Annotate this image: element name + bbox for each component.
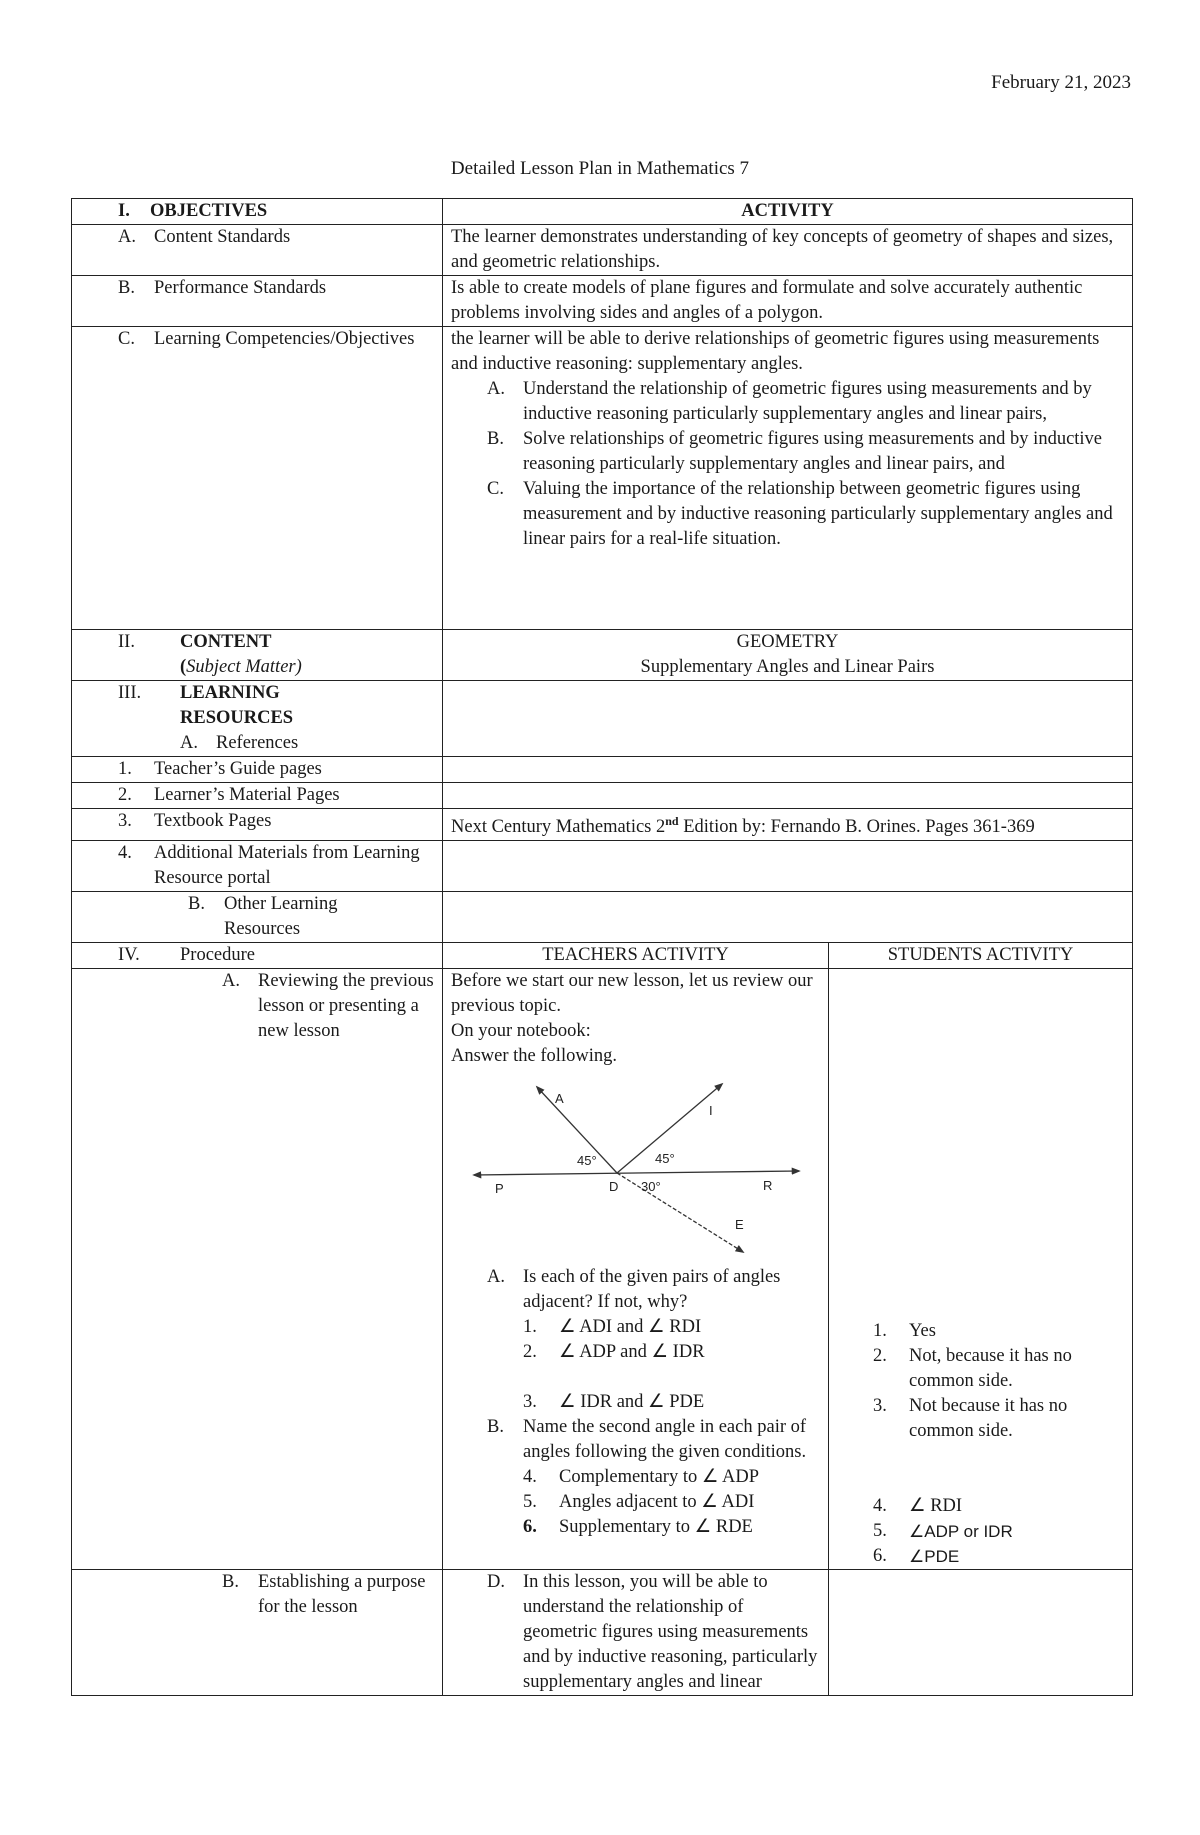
performance-standards-marker: B. <box>118 278 135 298</box>
list-item: 6. Supplementary to ∠ RDE <box>523 1517 753 1538</box>
textbook-label: Textbook Pages <box>154 811 272 831</box>
list-item: 1. Yes <box>873 1321 936 1342</box>
label-p: P <box>495 1181 504 1197</box>
angle-label-idr: 45° <box>655 1151 675 1167</box>
content-standards-marker: A. <box>118 227 136 247</box>
content-standards-row <box>72 225 1133 276</box>
content-row: II. CONTENT (Subject Matter) GEOMETRY Supplementary Angles and Linear Pairs <box>72 630 1133 681</box>
review-intro-2: On your notebook: <box>451 1021 591 1042</box>
list-item: C. Valuing the importance of the relationship between geometric figures using measurement and by inductive reasoning particularly supplementary angles and linear pairs for a real-life situation. <box>487 479 1113 549</box>
purpose-text: In this lesson, you will be able to understand the relationship of geometric figures using measurements and by inductive reasoning, particularly supplementary angles and linear <box>523 1572 818 1693</box>
performance-standards-label: Performance Standards <box>154 278 327 298</box>
teachers-guide-label: Teacher’s Guide pages <box>154 759 322 779</box>
additional-materials-label: Additional Materials from Learning Resource portal <box>154 843 420 889</box>
list-item: 2. Not, because it has no common side. <box>873 1346 1072 1392</box>
answers-part-a <box>873 1319 1124 1444</box>
additional-materials-row: 4. Additional Materials from Learning Resource portal <box>72 841 1133 892</box>
competencies-marker: C. <box>118 329 135 349</box>
review-row: A. Reviewing the previous lesson or presenting a new lesson Before we start our new lesson, let us review our previous topic. On your notebook: Answer the following. A I P D R E 45° 45° 30° A. Is each of the given pairs of angles adjacent? If not, why? 1. ∠ ADI and ∠ RDI 2. ∠ ADP and ∠ IDR 3. ∠ IDR and ∠ PDE B. Name the second angle in each pair of angles following the given conditions. 4. Complementary to ∠ ADP 5. Angles adjacent to ∠ ADI 6. Supplementary to ∠ RDE 1. Yes 2. Not, because it has no common side. 3. Not because it has no common side. 4. ∠ RDI 5. ∠ADP or IDR 6. ∠PDE <box>72 969 1133 1570</box>
students-activity-heading: STUDENTS ACTIVITY <box>829 943 1133 969</box>
other-resources-label: Other Learning Resources <box>224 894 338 940</box>
procedure-num: IV. <box>118 945 140 966</box>
competencies-intro: the learner will be able to derive relationships of geometric figures using measurements and inductive reasoning: supplementary angles. <box>451 329 1100 374</box>
objectives-header-row <box>72 199 1133 225</box>
list-item: 4. Complementary to ∠ ADP <box>523 1467 760 1488</box>
document-title: Detailed Lesson Plan in Mathematics 7 <box>450 158 750 179</box>
content-subject: Subject Matter) <box>186 657 302 677</box>
resources-row <box>72 681 1133 757</box>
teachers-activity-heading: TEACHERS ACTIVITY <box>443 943 829 969</box>
competencies-label: Learning Competencies/Objectives <box>154 329 415 349</box>
content-heading: CONTENT <box>180 632 272 652</box>
references-label: References <box>216 733 299 753</box>
resources-heading: LEARNING RESOURCES <box>180 683 294 728</box>
label-d: D <box>609 1179 619 1195</box>
ray-de <box>617 1173 743 1252</box>
performance-standards-row <box>72 276 1133 327</box>
teachers-guide-row: 1. Teacher’s Guide pages <box>72 757 1133 783</box>
document-date: February 21, 2023 <box>991 72 1131 93</box>
list-item: 5. Angles adjacent to ∠ ADI <box>523 1492 755 1513</box>
competencies-list <box>451 377 1124 552</box>
objectives-heading: OBJECTIVES <box>150 201 268 221</box>
label-e: E <box>735 1217 744 1233</box>
list-item: A. Understand the relationship of geometric figures using measurements and by inductive reasoning particularly supplementary angles and linear pairs, <box>487 379 1092 424</box>
purpose-row: B. Establishing a purpose for the lesson D. In this lesson, you will be able to understand the relationship of geometric figures using measurements and by inductive reasoning, particularly supplementary angles and linear <box>72 1570 1133 1696</box>
procedure-heading: Procedure <box>180 945 255 966</box>
content-num: II. <box>118 632 135 652</box>
list-item: B. Solve relationships of geometric figures using measurements and by inductive reasoning particularly supplementary angles and linear pairs, and <box>487 429 1103 474</box>
learners-material-row: 2. Learner’s Material Pages <box>72 783 1133 809</box>
angle-label-rde: 30° <box>641 1179 661 1195</box>
lesson-plan-table <box>71 198 1133 1696</box>
resources-num: III. <box>118 683 142 703</box>
content-topic: GEOMETRY <box>736 632 839 652</box>
question-block-a: A. Is each of the given pairs of angles adjacent? If not, why? 1. ∠ ADI and ∠ RDI 2. ∠ ADP and ∠ IDR 3. ∠ IDR and ∠ PDE B. Name the second angle in each pair of angles following the given conditions. 4. Complementary to ∠ ADP 5. Angles adjacent to ∠ ADI 6. Supplementary to ∠ RDE <box>451 1265 820 1540</box>
list-item: 1. ∠ ADI and ∠ RDI <box>523 1317 702 1338</box>
textbook-value: Next Century Mathematics 2nd Edition by: Fernando B. Orines. Pages 361-369 <box>443 809 1133 841</box>
list-item: 2. ∠ ADP and ∠ IDR <box>523 1342 705 1363</box>
purpose-label: Establishing a purpose for the lesson <box>258 1572 426 1618</box>
performance-standards-text: Is able to create models of plane figures and formulate and solve accurately authentic problems involving sides and angles of a polygon. <box>443 276 1133 327</box>
list-item: 5. ∠ADP or IDR <box>873 1521 1013 1542</box>
list-item: 3. ∠ IDR and ∠ PDE <box>523 1392 705 1413</box>
objectives-heading-cell <box>72 199 443 225</box>
content-standards-label: Content Standards <box>154 227 291 247</box>
label-a: A <box>555 1091 564 1107</box>
competencies-row <box>72 327 1133 630</box>
procedure-header-row <box>72 943 1133 969</box>
label-i: I <box>709 1103 713 1119</box>
question-b: Name the second angle in each pair of angles following the given conditions. <box>523 1417 807 1463</box>
activity-heading: ACTIVITY <box>443 199 1133 225</box>
review-intro-3: Answer the following. <box>451 1046 617 1067</box>
learners-material-label: Learner’s Material Pages <box>154 785 340 805</box>
review-label: Reviewing the previous lesson or presenting a new lesson <box>258 971 434 1042</box>
textbook-row: 3. Textbook Pages Next Century Mathematics 2nd Edition by: Fernando B. Orines. Pages 361-369 <box>72 809 1133 841</box>
list-item: 4. ∠ RDI <box>873 1496 963 1517</box>
content-standards-text: The learner demonstrates understanding of key concepts of geometry of shapes and sizes, and geometric relationships. <box>443 225 1133 276</box>
references-marker: A. <box>180 733 198 753</box>
angle-label-adp: 45° <box>577 1153 597 1169</box>
content-subtopic: Supplementary Angles and Linear Pairs <box>640 657 935 677</box>
angle-diagram <box>469 1081 809 1259</box>
other-resources-row: B. Other Learning Resources <box>72 892 1133 943</box>
answers-part-b <box>873 1494 1124 1569</box>
question-a: Is each of the given pairs of angles adjacent? If not, why? <box>523 1267 781 1313</box>
line-pr <box>474 1171 799 1175</box>
list-item: 3. Not because it has no common side. <box>873 1396 1068 1442</box>
label-r: R <box>763 1178 773 1194</box>
objectives-num: I. <box>118 201 130 221</box>
review-intro-1: Before we start our new lesson, let us review our previous topic. <box>451 971 813 1017</box>
list-item: 6. ∠PDE <box>873 1546 960 1567</box>
